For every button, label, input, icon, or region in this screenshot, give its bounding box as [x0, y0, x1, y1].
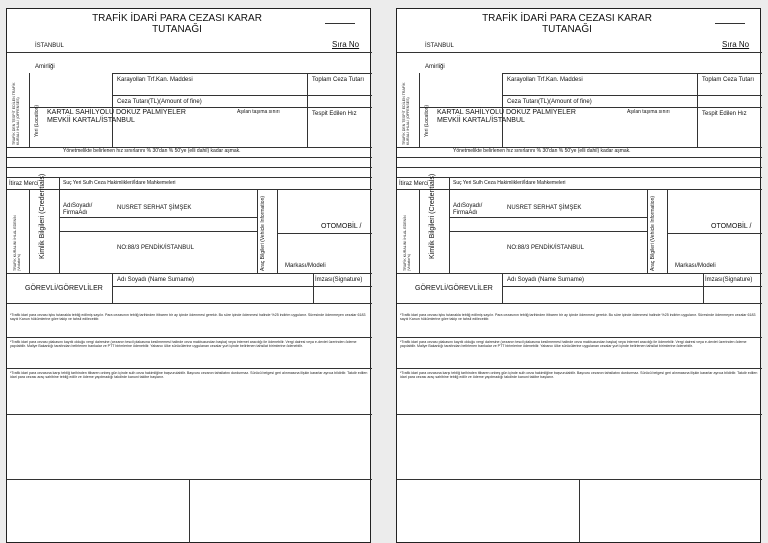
measured-speed-label: Tespit Edilen Hız: [702, 111, 747, 117]
signature-label: İmzası(Signature): [705, 277, 753, 283]
total-fine-label: Toplam Ceza Tutarı: [702, 77, 755, 83]
penalty-form-left: [6, 8, 371, 543]
form-title: TRAFİK İDARİ PARA CEZASI KARAR TUTANAĞI: [482, 13, 652, 35]
officers-label: GÖREVLİ/GÖREVLİLER: [25, 285, 103, 292]
violator-side-label: TRAFİK KURALINI İHLAL EDENİN (Violator's): [403, 215, 412, 271]
identity-label: Kimlik Bilgileri (Credentials): [39, 173, 46, 259]
referral-label: İtiraz Merci: [9, 181, 39, 187]
referral-value: Suç Yeri Sulh Ceza Hakimlikleri/İdare Mahkemeleri: [63, 180, 176, 186]
vehicle-type: OTOMOBİL /: [321, 223, 362, 230]
place-label: Yeri (Location): [424, 104, 430, 137]
speed-limit-label: Aşılan taşıma sınırı: [237, 109, 280, 115]
signature-label: İmzası(Signature): [315, 277, 363, 283]
measured-speed-label: Tespit Edilen Hız: [312, 111, 357, 117]
vehicle-label: Araç Bilgileri (Vehicle Information): [650, 195, 656, 271]
note-payment: *Trafik idari para cezası işbu tutanakla tebliğ edilmiş sayılır. Para cezasının tebliğ tarihinden itibaren bir ay içinde ödenmesi gerekir. Bu süre içinde ödenmesi halinde %25 indirim uygulanır. Süresinde ödenmeyen cezalar 6183 sayılı Kanun hükümlerine göre takip ve tahsil edilecektir.: [400, 313, 756, 322]
name-value: NUSRET SERHAT ŞİMŞEK: [117, 205, 192, 211]
note-payment-places: *Trafik idari para cezası plakasını kayıtlı olduğu vergi dairesine (cezanın tescil plakasına kesilmemesi halinde ceza makbuzundan başka) veya internet aracılığı ile ödenebilir. Vergi dairesi veya e-devlet üzerinden ödeme yapılabilir. Maliye Bakanlığı tarafından belirlenen bankalar ve PTT birimlerine ödenebilir. Yabancı ülke sürücülerine uygulanan cezalar yurt içinde belirlenen tahsilat birimlerine ödenebilir.: [10, 340, 357, 349]
address-value: NO:88/3 PENDİK/İSTANBUL: [507, 245, 584, 251]
vehicle-label: Araç Bilgileri (Vehicle Information): [260, 195, 266, 271]
officers-label: GÖREVLİ/GÖREVLİLER: [415, 285, 493, 292]
speed-violation-note: Yönetmelikte belirlenen hız sınırlarını % 30'dan % 50'ye (elli dahil) kadar aşmak.: [453, 148, 631, 154]
fine-amount-label: Ceza Tutarı(TL)(Amount of fine): [117, 99, 202, 105]
serial-label: Sıra No: [332, 40, 360, 49]
detection-side-label: TRAFİK DEN TESPİT EDİLEN TRAFİK KURALI İHLALİ (OFFENSES): [402, 82, 411, 145]
city-label: İSTANBUL: [425, 43, 454, 49]
officer-name-label: Adı Soyadı (Name Surname): [117, 277, 195, 283]
total-fine-label: Toplam Ceza Tutarı: [312, 77, 365, 83]
law-article: Karayolları Trf.Kan. Maddesi: [117, 77, 193, 83]
speed-limit-label: Aşılan taşıma sınırı: [627, 109, 670, 115]
location-value: KARTAL SAHİLYOLU DOKUZ PALMİYELER MEVKİİ KARTAL/İSTANBUL: [437, 109, 576, 124]
referral-value: Suç Yeri Sulh Ceza Hakimlikleri/İdare Mahkemeleri: [453, 180, 566, 186]
note-objection: *Trafik idari para cezasına karşı tebliğ tarihinden itibaren onbeş gün içinde sulh ceza hakimliğine başvurulabilir. Başvuru cezanın tahsilatını durdurmaz. Sürücü belgesi geri alınmasına ilişkin kararlar ayrıca bildirilir. Takdir edilen idari para cezası araç sahibine tebliğ edilir ve ödeme yapılmadığı takdirde kanuni takibe başlanır.: [400, 371, 758, 380]
location-value: KARTAL SAHİLYOLU DOKUZ PALMİYELER MEVKİİ KARTAL/İSTANBUL: [47, 109, 186, 124]
name-value: NUSRET SERHAT ŞİMŞEK: [507, 205, 582, 211]
brand-model-label: Markası/Modeli: [675, 263, 716, 269]
form-title: TRAFİK İDARİ PARA CEZASI KARAR TUTANAĞI: [92, 13, 262, 35]
detection-side-label: TRAFİK DEN TESPİT EDİLEN TRAFİK KURALI İHLALİ (OFFENSES): [12, 82, 21, 145]
note-objection: *Trafik idari para cezasına karşı tebliğ tarihinden itibaren onbeş gün içinde sulh ceza hakimliğine başvurulabilir. Başvuru cezanın tahsilatını durdurmaz. Sürücü belgesi geri alınmasına ilişkin kararlar ayrıca bildirilir. Takdir edilen idari para cezası araç sahibine tebliğ edilir ve ödeme yapılmadığı takdirde kanuni takibe başlanır.: [10, 371, 368, 380]
name-label: AdıSoyadı/ FirmaAdı: [453, 203, 483, 216]
penalty-form-right: [396, 8, 761, 543]
serial-label: Sıra No: [722, 40, 750, 49]
note-payment-places: *Trafik idari para cezası plakasını kayıtlı olduğu vergi dairesine (cezanın tescil plakasına kesilmemesi halinde ceza makbuzundan başka) veya internet aracılığı ile ödenebilir. Vergi dairesi veya e-devlet üzerinden ödeme yapılabilir. Maliye Bakanlığı tarafından belirlenen bankalar ve PTT birimlerine ödenebilir. Yabancı ülke sürücülerine uygulanan cezalar yurt içinde belirlenen tahsilat birimlerine ödenebilir.: [400, 340, 747, 349]
authority-label: Amirliği: [35, 64, 55, 70]
note-payment: *Trafik idari para cezası işbu tutanakla tebliğ edilmiş sayılır. Para cezasının tebliğ tarihinden itibaren bir ay içinde ödenmesi gerekir. Bu süre içinde ödenmesi halinde %25 indirim uygulanır. Süresinde ödenmeyen cezalar 6183 sayılı Kanun hükümlerine göre takip ve tahsil edilecektir.: [10, 313, 366, 322]
name-label: AdıSoyadı/ FirmaAdı: [63, 203, 93, 216]
city-label: İSTANBUL: [35, 43, 64, 49]
law-article: Karayolları Trf.Kan. Maddesi: [507, 77, 583, 83]
vehicle-type: OTOMOBİL /: [711, 223, 752, 230]
brand-model-label: Markası/Modeli: [285, 263, 326, 269]
identity-label: Kimlik Bilgileri (Credentials): [429, 173, 436, 259]
fine-amount-label: Ceza Tutarı(TL)(Amount of fine): [507, 99, 592, 105]
serial-line: [325, 23, 355, 24]
place-label: Yeri (Location): [34, 104, 40, 137]
speed-violation-note: Yönetmelikte belirlenen hız sınırlarını % 30'dan % 50'ye (elli dahil) kadar aşmak.: [63, 148, 241, 154]
address-value: NO:88/3 PENDİK/İSTANBUL: [117, 245, 194, 251]
officer-name-label: Adı Soyadı (Name Surname): [507, 277, 585, 283]
violator-side-label: TRAFİK KURALINI İHLAL EDENİN (Violator's): [13, 215, 22, 271]
referral-label: İtiraz Merci: [399, 181, 429, 187]
authority-label: Amirliği: [425, 64, 445, 70]
